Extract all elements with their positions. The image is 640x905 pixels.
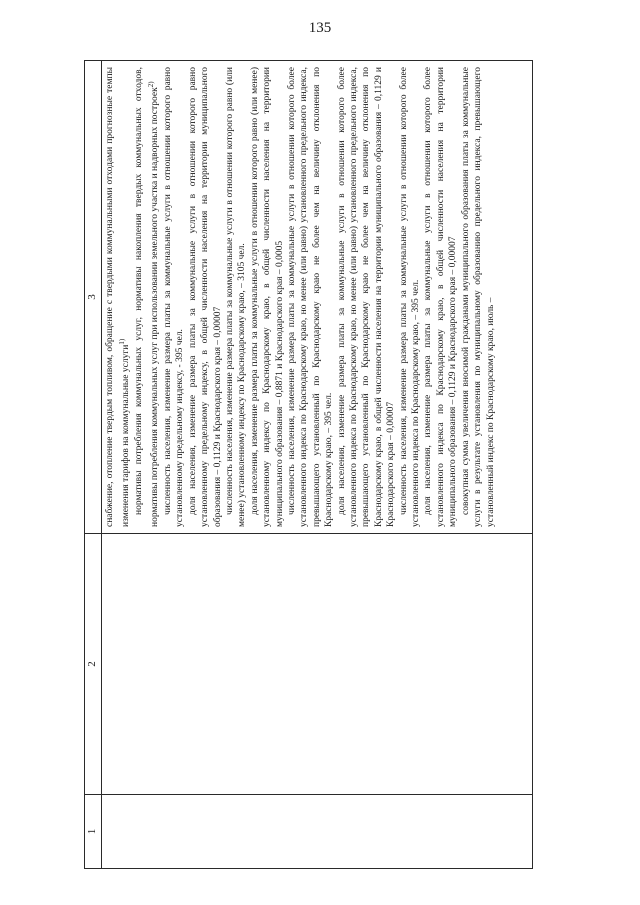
table-header-row	[85, 61, 102, 869]
paragraph-text: доля населения, изменение размера платы за коммунальные услуги в отношении которого более установленного индекса по Краснодарскому краю, в общей численности населения на территории муниципального образования – 0,1129 и Краснодарского края – 0,00007	[423, 67, 459, 527]
paragraph-text: численность населения, изменение размера платы за коммунальные услуги в отношении которого равно установленному предельному индексу, - 395 чел.	[162, 67, 186, 527]
header-cell-3: 3	[85, 61, 102, 534]
column-3-paragraph	[162, 67, 187, 527]
column-3-paragraph	[104, 67, 133, 527]
column-3-paragraph	[133, 67, 162, 527]
body-cell-2	[102, 534, 533, 795]
column-3-paragraph	[224, 67, 249, 527]
paragraph-text: снабжение, отопление твердым топливом, обращение с твердыми коммунальными отходами прогнозные темпы изменения тарифов на коммунальные услуги	[105, 67, 132, 527]
column-3-paragraph	[398, 67, 423, 527]
column-3-paragraph	[286, 67, 336, 527]
paragraph-text: совокупная сумма увеличения вносимой гражданами муниципального образования платы за коммунальные услуги в результате установления по муниципальному образованию предельного индекса, превышающего установленный индекс по Краснодарскому краю, июль –	[460, 67, 496, 527]
column-3-paragraph	[422, 67, 459, 527]
table-body-row	[102, 61, 533, 869]
paragraph-text: доля населения, изменение размера платы за коммунальные услуги в отношении которого равно установленному предельному индексу, в общей численности населения на территории муниципального образования – 0,1129 и Краснодарского края – 0,00007	[187, 67, 223, 527]
paragraph-text: нормативы потребления коммунальных услуг, нормативы накопления твердых коммунальных отходов, нормативы потребления коммунальных услуг при использовании земельного участка и надворных построек	[133, 67, 161, 527]
data-table	[84, 60, 533, 869]
header-cell-1: 1	[85, 795, 102, 869]
column-3-paragraph	[187, 67, 224, 527]
footnote-marker: 2)	[147, 81, 156, 88]
paragraph-text: численность населения, изменение размера платы за коммунальные услуги в отношении которого более установленного индекса по Краснодарскому краю, но менее (или равно) установленного предельного индекса, превышающего установленный по Краснодарскому краю не более чем на величину отклонения по Краснодарскому краю, – 395 чел.	[287, 67, 335, 527]
paragraph-text: численность населения, изменение размера платы за коммунальные услуги в отношении которого более установленного индекса по Краснодарскому краю, – 395 чел.	[398, 67, 422, 527]
body-cell-1	[102, 795, 533, 869]
paragraph-text: численность населения, изменение размера платы за коммунальные услуги в отношении которого равно (или менее) установленному индексу по Краснодарскому краю, – 3105 чел.	[224, 67, 248, 527]
column-3-paragraph	[249, 67, 286, 527]
column-3-text	[102, 61, 497, 533]
body-cell-3	[102, 61, 533, 534]
page-number: 135	[308, 20, 332, 36]
footnote-marker: 1)	[118, 338, 127, 345]
rotated-table-wrapper	[84, 64, 533, 869]
column-3-paragraph	[336, 67, 398, 527]
header-cell-2: 2	[85, 534, 102, 795]
paragraph-text: доля населения, изменение размера платы за коммунальные услуги в отношении которого равно (или менее) установленному индексу по Краснодарскому краю, в общей численности населения на территории муниципального образования – 0,8871 и Краснодарского края – 0,0005	[249, 67, 285, 527]
paragraph-text: доля населения, изменение размера платы за коммунальные услуги в отношении которого более установленного индекса по Краснодарскому краю, но менее (или равно) установленного предельного индекса, превышающего установленный по Краснодарскому краю не более чем на величину отклонения по Краснодарскому краю, в общей численности населения на территории муниципального образования – 0,1129 и Краснодарского края – 0,00007	[336, 67, 397, 527]
column-3-paragraph	[460, 67, 497, 527]
